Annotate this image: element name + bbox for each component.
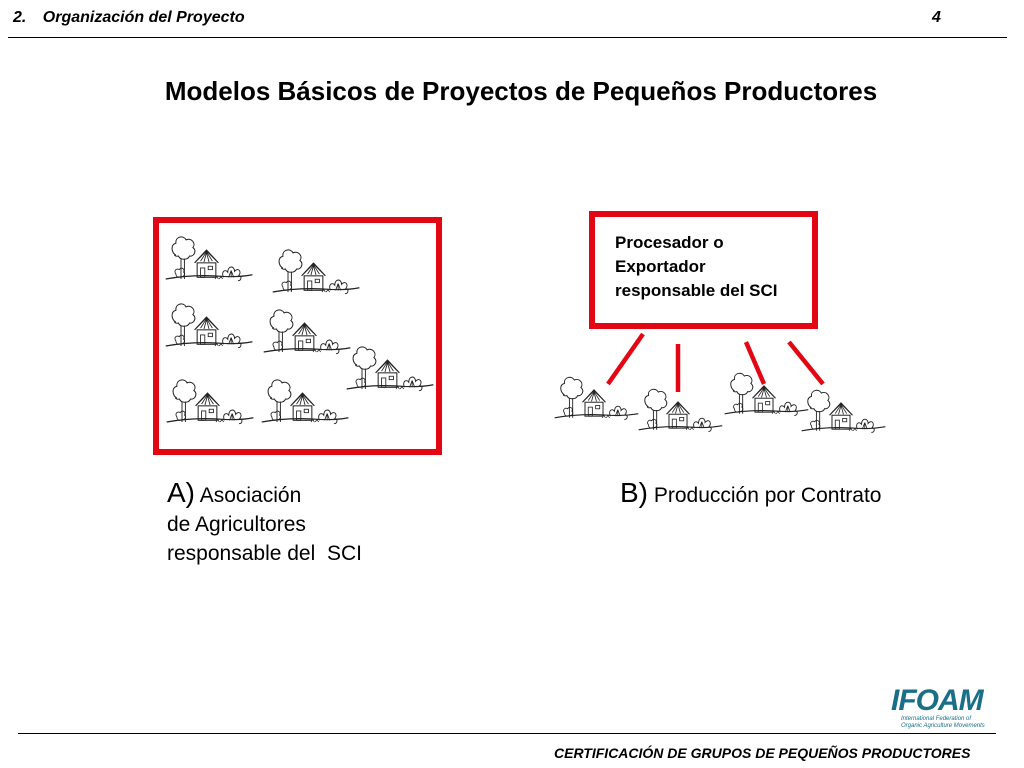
model-a-letter: A) <box>167 477 195 508</box>
model-a-label-line1: Asociación <box>199 484 302 507</box>
processor-label-line3: responsable del SCI <box>615 281 778 300</box>
model-a-label-line3: responsable del SCI <box>167 542 362 565</box>
slide-title: Modelos Básicos de Proyectos de Pequeños Productores <box>164 76 878 106</box>
logo-subtitle-line1: International Federation of <box>901 716 972 722</box>
processor-label-line1: Procesador o <box>615 233 724 252</box>
page-number: 4 <box>932 9 941 26</box>
footer-divider <box>18 733 996 734</box>
logo-wordmark: IFOAM <box>891 684 983 717</box>
model-a-label-line2: de Agricultores <box>167 513 306 536</box>
section-number: 2. <box>13 9 27 26</box>
model-b-label: Producción por Contrato <box>653 484 882 507</box>
contract-connectors <box>608 334 823 392</box>
processor-label-line2: Exportador <box>615 257 706 276</box>
ifoam-logo <box>891 686 991 730</box>
logo-subtitle-line2: Organic Agriculture Movements <box>901 723 985 729</box>
contract-farms <box>555 373 886 432</box>
processor-label <box>615 231 778 303</box>
model-b-caption <box>620 478 881 510</box>
model-a-caption <box>167 478 362 568</box>
model-b-letter: B) <box>620 477 648 508</box>
footer-text: CERTIFICACIÓN DE GRUPOS DE PEQUEÑOS PRODUCTORES <box>554 745 971 761</box>
association-frame <box>153 217 442 455</box>
section-title: Organización del Proyecto <box>42 9 245 26</box>
